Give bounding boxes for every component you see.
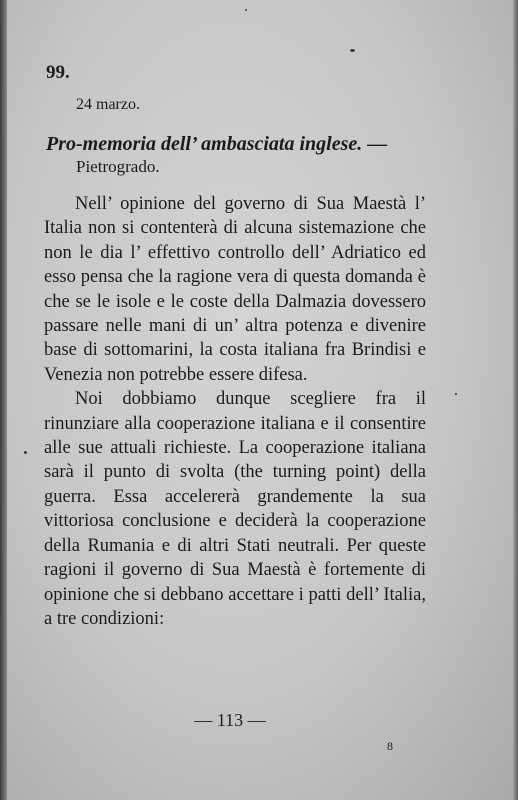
- document-date: 24 marzo.: [76, 96, 140, 113]
- print-speck: [350, 49, 355, 52]
- paragraph-1: Nell’ opinione del governo di Sua Maestà l’ Italia non si contenterà di alcuna sistemazione che non le dia l’ effettivo controllo dell’ Adriatico ed esso pensa che la ragione vera di questa domanda è che se le isole e le coste della Dalmazia dovessero passare nelle mani di un’ altra potenza e divenire base di sottomarini, la costa italiana fra Brindisi e Venezia non potrebbe essere difesa.: [44, 194, 426, 385]
- document-location: Pietrogrado.: [76, 157, 160, 176]
- page-number: — 113 —: [194, 710, 266, 730]
- print-speck: [455, 393, 457, 395]
- document-number: 99.: [46, 62, 70, 83]
- paragraph-2: Noi dobbiamo dunque scegliere fra il rinunziare alla cooperazione italiana e il consentire alle sue attuali richieste. La cooperazione italiana sarà il punto di svolta (the turning point) della guerra. Essa accelererà grandemente la sua vittoriosa conclusione e deciderà la cooperazione della Rumania e di altri Stati neutrali. Per queste ragioni il governo di Sua Maestà è fortemente di opinione che si debbano accettare i patti dell’ Italia, a tre condizioni:: [44, 389, 426, 629]
- signature-mark: 8: [387, 739, 393, 753]
- page-right-edge: [513, 0, 518, 800]
- document-body: [44, 192, 426, 631]
- print-speck: [24, 451, 27, 454]
- document-title: Pro-memoria dell’ ambasciata inglese. —: [46, 133, 388, 155]
- print-speck: [245, 9, 247, 11]
- page-left-edge: [0, 0, 7, 800]
